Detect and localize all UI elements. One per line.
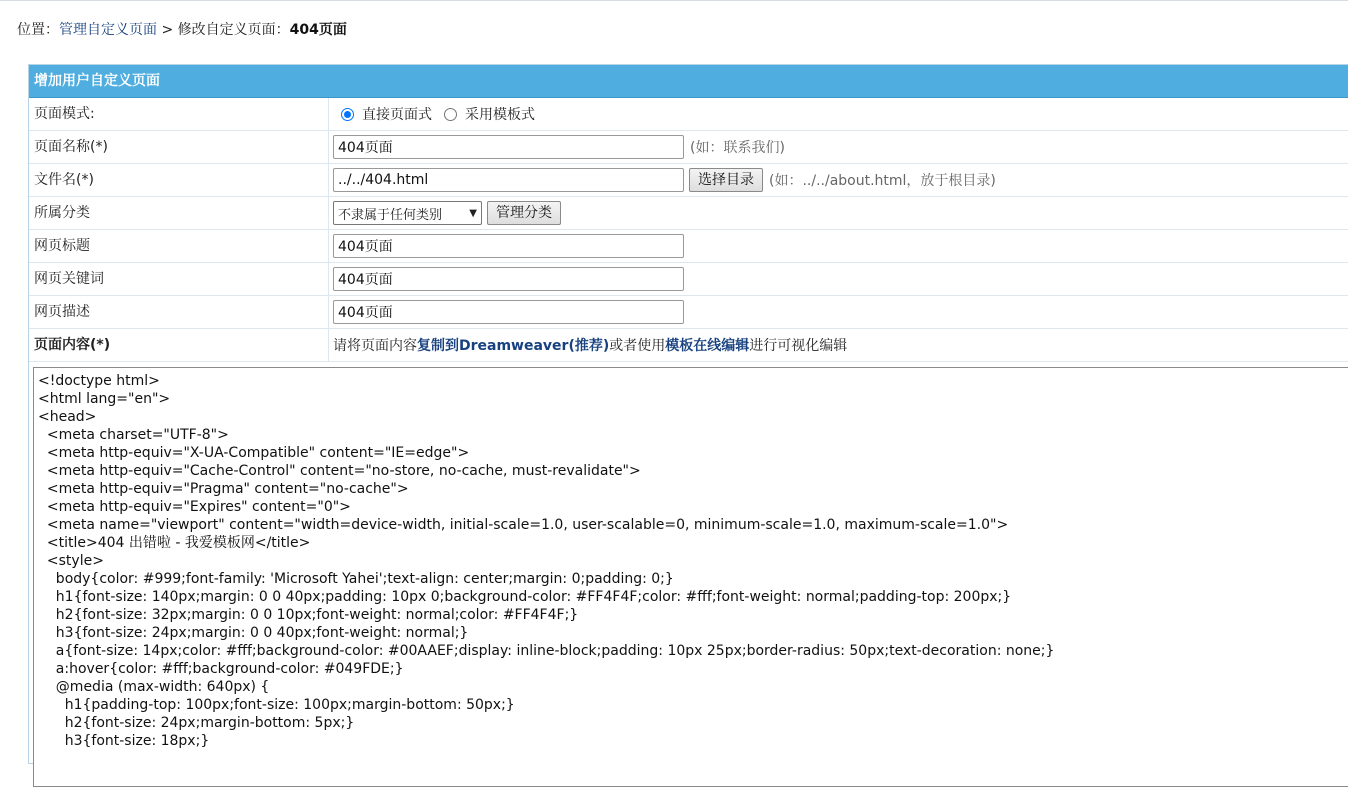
row-page-title <box>29 230 1348 263</box>
radio-template-mode[interactable] <box>444 108 457 121</box>
code-line: a:hover{color: #fff;background-color: #049FDE;} <box>38 661 404 677</box>
code-line: <meta http-equiv="Cache-Control" content="no-store, no-cache, must-revalidate"> <box>38 463 641 479</box>
category-select[interactable] <box>333 201 482 225</box>
code-line: <head> <box>38 409 97 425</box>
page-name-input[interactable] <box>333 135 684 159</box>
keywords-label: 网页关键词 <box>29 263 329 295</box>
radio-direct-mode[interactable] <box>341 108 354 121</box>
code-line: <title>404 出错啦 - 我爱模板网</title> <box>38 535 311 551</box>
row-page-name <box>29 131 1348 164</box>
filename-hint: (如：../../about.html，放于根目录) <box>769 173 996 189</box>
category-label: 所属分类 <box>29 197 329 229</box>
copy-to-dreamweaver-link[interactable]: 复制到Dreamweaver(推荐) <box>417 338 610 354</box>
category-select-value: 不隶属于任何类别 <box>338 207 443 223</box>
description-input[interactable] <box>333 300 684 324</box>
code-line: <meta charset="UTF-8"> <box>38 427 229 443</box>
page-name-hint: (如：联系我们) <box>690 140 785 156</box>
manage-categories-button[interactable]: 管理分类 <box>487 201 561 225</box>
code-line: <style> <box>38 553 104 569</box>
page-mode-label: 页面模式: <box>29 98 329 130</box>
code-line: <!doctype html> <box>38 373 160 389</box>
row-content <box>29 329 1348 362</box>
panel-title: 增加用户自定义页面 <box>29 65 1348 98</box>
breadcrumb-separator: > <box>157 22 178 38</box>
breadcrumb-link-manage-pages[interactable]: 管理自定义页面 <box>59 22 157 38</box>
code-line: <meta http-equiv="Pragma" content="no-cache"> <box>38 481 409 497</box>
breadcrumb-prefix: 位置： <box>17 22 59 38</box>
code-line: h1{font-size: 140px;margin: 0 0 40px;padding: 10px 0;background-color: #FF4F4F;color: #fff;font-weight: normal;padding-top: 200px;} <box>38 589 1012 605</box>
description-label: 网页描述 <box>29 296 329 328</box>
row-category <box>29 197 1348 230</box>
row-keywords <box>29 263 1348 296</box>
content-note-prefix: 请将页面内容 <box>333 338 417 354</box>
breadcrumb-current-name: 404页面 <box>289 22 347 38</box>
page-name-label: 页面名称(*) <box>29 131 329 163</box>
code-line: a{font-size: 14px;color: #fff;background-color: #00AAEF;display: inline-block;padding: 10px 25px;border-radius: 50px;text-decoration: none;} <box>38 643 1055 659</box>
code-line: h3{font-size: 18px;} <box>38 733 210 749</box>
code-line: <meta name="viewport" content="width=device-width, initial-scale=1.0, user-scalable=0, minimum-scale=1.0, maximum-scale=1.0"> <box>38 517 1009 533</box>
content-label: 页面内容(*) <box>29 329 329 361</box>
code-line: <meta http-equiv="Expires" content="0"> <box>38 499 351 515</box>
radio-template-mode-label[interactable]: 采用模板式 <box>465 107 535 123</box>
breadcrumb-current-prefix: 修改自定义页面： <box>177 22 290 38</box>
row-description <box>29 296 1348 329</box>
choose-directory-button[interactable]: 选择目录 <box>689 168 763 192</box>
content-note-mid: 或者使用 <box>609 338 666 354</box>
code-line: <html lang="en"> <box>38 391 171 407</box>
top-border <box>0 0 1348 1</box>
content-note <box>329 329 1348 361</box>
radio-direct-mode-label[interactable]: 直接页面式 <box>362 107 432 123</box>
code-line: h3{font-size: 24px;margin: 0 0 40px;font-weight: normal;} <box>38 625 469 641</box>
custom-page-form <box>28 64 1348 764</box>
code-line: h2{font-size: 32px;margin: 0 0 10px;font-weight: normal;color: #FF4F4F;} <box>38 607 579 623</box>
code-line: h2{font-size: 24px;margin-bottom: 5px;} <box>38 715 355 731</box>
filename-input[interactable] <box>333 168 684 192</box>
chevron-down-icon: ▼ <box>469 207 477 219</box>
code-line: <meta http-equiv="X-UA-Compatible" content="IE=edge"> <box>38 445 470 461</box>
template-online-edit-link[interactable]: 模板在线编辑 <box>665 338 750 354</box>
code-line: @media (max-width: 640px) { <box>38 679 270 695</box>
page-title-input[interactable] <box>333 234 684 258</box>
filename-label: 文件名(*) <box>29 164 329 196</box>
page-content-textarea[interactable] <box>33 367 1348 787</box>
page-title-label: 网页标题 <box>29 230 329 262</box>
row-page-mode <box>29 98 1348 131</box>
code-line: body{color: #999;font-family: 'Microsoft Yahei';text-align: center;margin: 0;padding: 0;} <box>38 571 674 587</box>
code-line: h1{padding-top: 100px;font-size: 100px;margin-bottom: 50px;} <box>38 697 515 713</box>
keywords-input[interactable] <box>333 267 684 291</box>
breadcrumb <box>17 19 347 39</box>
row-filename <box>29 164 1348 197</box>
content-note-suffix: 进行可视化编辑 <box>749 338 848 354</box>
